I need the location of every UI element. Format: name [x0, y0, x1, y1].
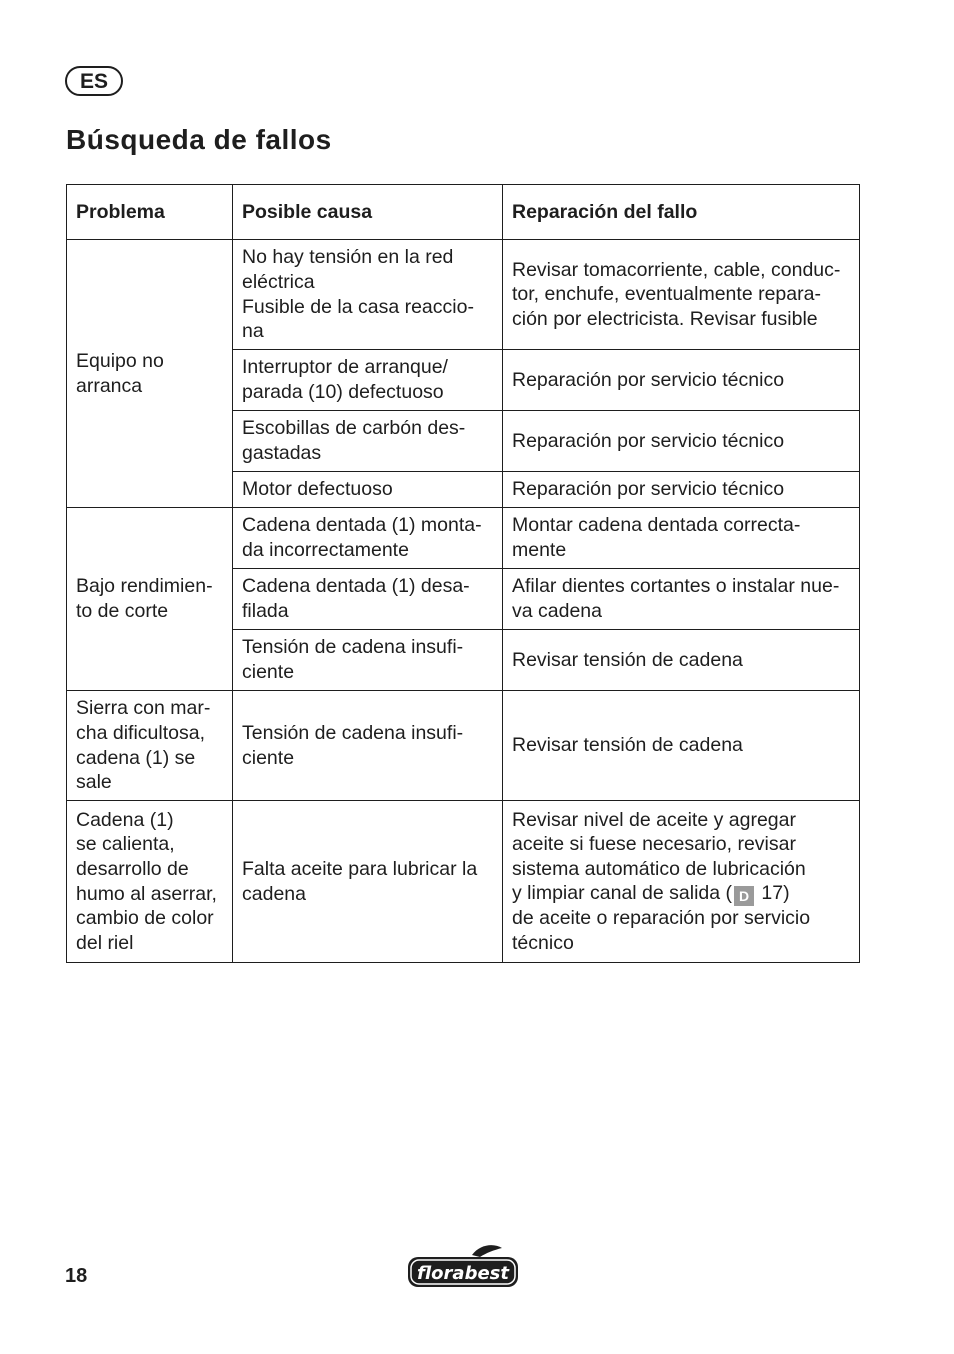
- repair-cell: [503, 801, 860, 963]
- repair-cell: Revisar tensión de cadena: [503, 630, 860, 691]
- cause-cell: No hay tensión en la red eléctrica Fusible de la casa reaccio- na: [233, 240, 503, 350]
- cause-cell: Falta aceite para lubricar la cadena: [233, 801, 503, 963]
- cause-cell: Cadena dentada (1) monta- da incorrectamente: [233, 508, 503, 569]
- page-reference-icon: D: [734, 886, 754, 906]
- problem-cell: Sierra con mar- cha dificultosa, cadena (1) se sale: [67, 691, 233, 801]
- table-row: [67, 691, 860, 801]
- cause-cell: Escobillas de carbón des- gastadas: [233, 411, 503, 472]
- language-badge: ES: [65, 66, 123, 96]
- logo-text: florabest: [417, 1263, 509, 1284]
- repair-text-before: Revisar nivel de aceite y agregar aceite si fuese necesario, revisar sistema automático de lubricación y limpiar canal de salida (: [512, 808, 806, 905]
- repair-cell: Afilar dientes cortantes o instalar nue- va cadena: [503, 569, 860, 630]
- page-title: Búsqueda de fallos: [66, 124, 332, 155]
- header-problem: Problema: [67, 185, 233, 240]
- repair-text-after: 17) de aceite o reparación por servicio técnico: [512, 882, 811, 954]
- cause-cell: Motor defectuoso: [233, 472, 503, 508]
- header-cause: Posible causa: [233, 185, 503, 240]
- table-row: [67, 801, 860, 963]
- page-number: 18: [65, 1265, 88, 1287]
- header-repair: Reparación del fallo: [503, 185, 860, 240]
- cause-cell: Tensión de cadena insufi- ciente: [233, 630, 503, 691]
- cause-cell: Cadena dentada (1) desa- filada: [233, 569, 503, 630]
- cause-cell: Interruptor de arranque/ parada (10) defectuoso: [233, 350, 503, 411]
- repair-cell: Reparación por servicio técnico: [503, 350, 860, 411]
- florabest-logo: [406, 1244, 520, 1290]
- table-row: [67, 240, 860, 350]
- repair-cell: Reparación por servicio técnico: [503, 472, 860, 508]
- troubleshooting-table: [66, 184, 860, 963]
- repair-cell: Reparación por servicio técnico: [503, 411, 860, 472]
- repair-cell: Revisar tomacorriente, cable, conduc- tor, enchufe, eventualmente repara- ción por electricista. Revisar fusible: [503, 240, 860, 350]
- problem-cell: Cadena (1) se calienta, desarrollo de humo al aserrar, cambio de color del riel: [67, 801, 233, 963]
- repair-cell: Revisar tensión de cadena: [503, 691, 860, 801]
- table-row: [67, 508, 860, 569]
- problem-cell: Bajo rendimien- to de corte: [67, 508, 233, 691]
- problem-cell: Equipo no arranca: [67, 240, 233, 508]
- table-header-row: [67, 185, 860, 240]
- cause-cell: Tensión de cadena insufi- ciente: [233, 691, 503, 801]
- repair-cell: Montar cadena dentada correcta- mente: [503, 508, 860, 569]
